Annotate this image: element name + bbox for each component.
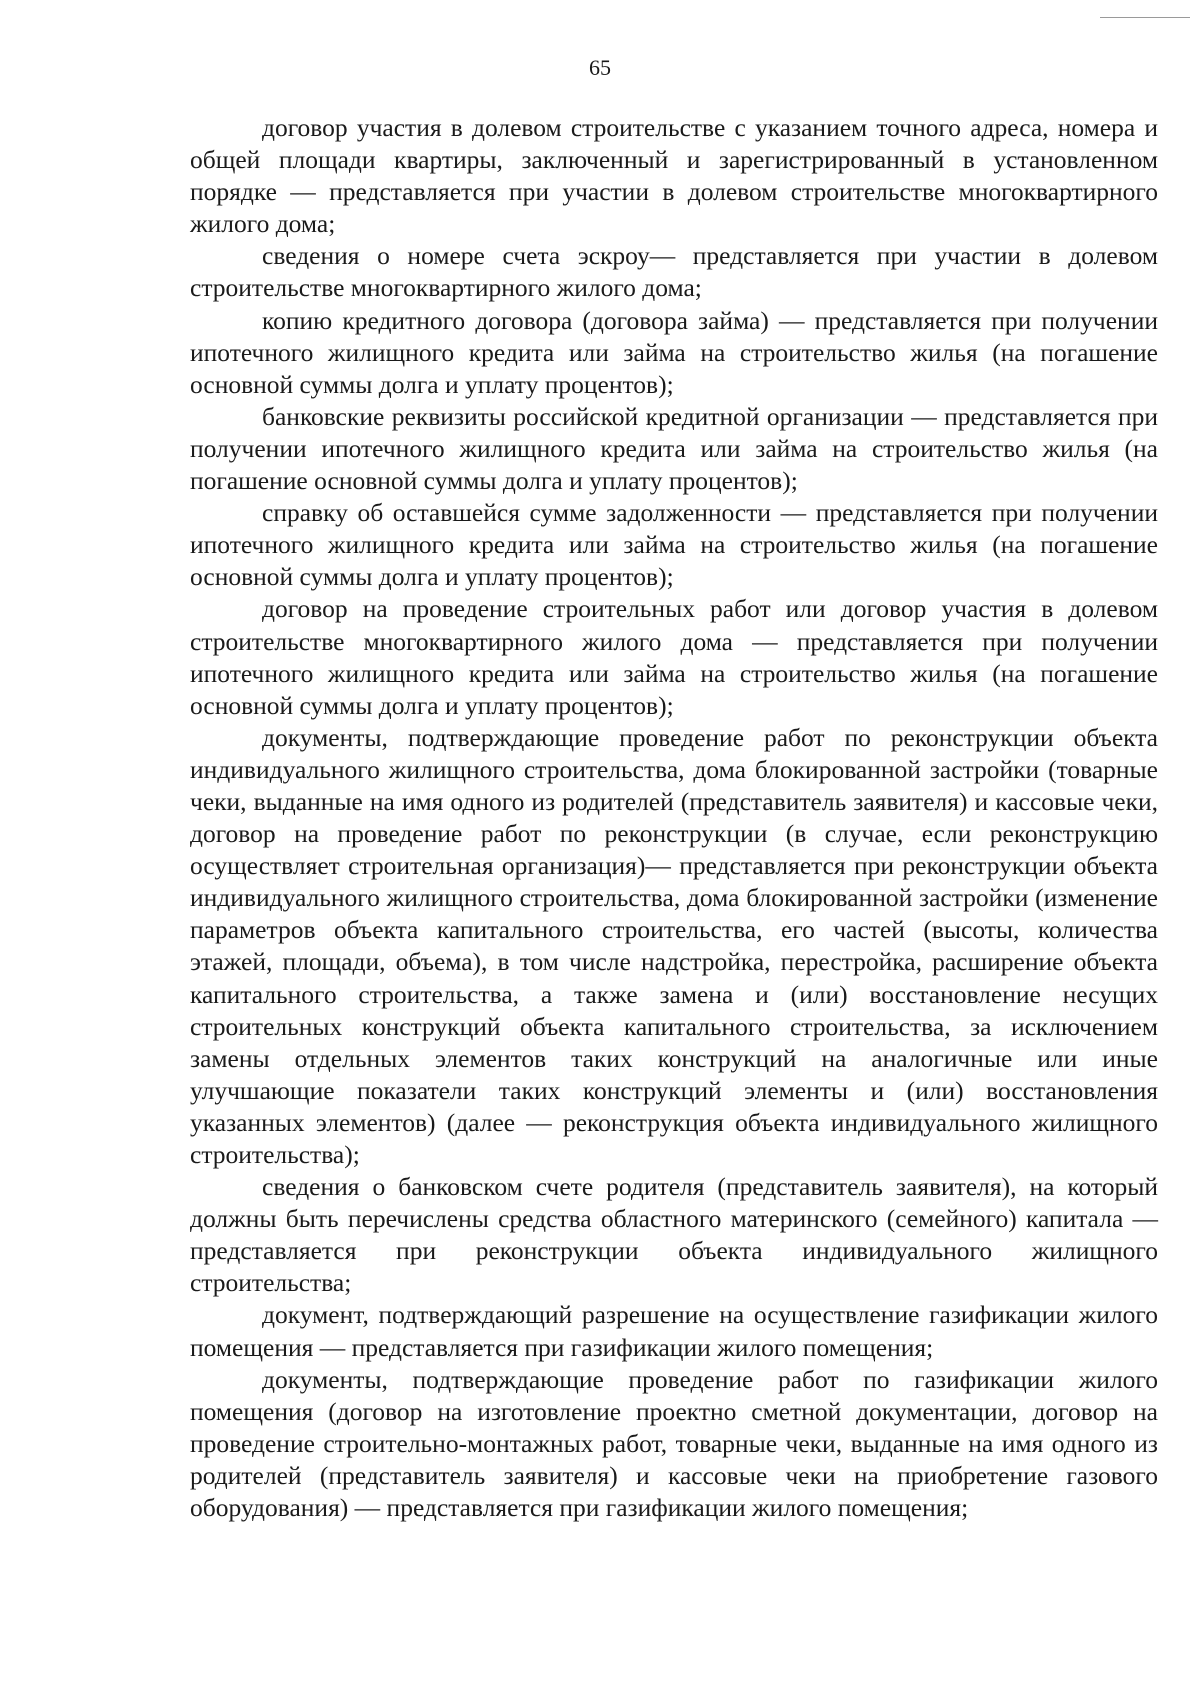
- paragraph-bank-details: банковские реквизиты российской кредитной организации — представляется при получении ипотечного жилищного кредита или займа на строительство жилья (на погашение основной суммы долга и уплату процентов);: [190, 401, 1158, 496]
- paragraph-construction-contract: договор на проведение строительных работ или договор участия в долевом строительстве многоквартирного жилого дома — представляется при получении ипотечного жилищного кредита или займа на строительство жилья (на погашение основной суммы долга и уплату процентов);: [190, 594, 1158, 720]
- document-body: [190, 112, 1158, 1524]
- paragraph-reconstruction-documents: документы, подтверждающие проведение работ по реконструкции объекта индивидуального жилищного строительства, дома блокированной застройки (товарные чеки, выданные на имя одного из родителей (представитель заявителя) и кассовые чеки, договор на проведение работ по реконструкции (в случае, если реконструкцию осуществляет строительная организация)— представляется при реконструкции объекта индивидуального жилищного строительства, дома блокированной застройки (изменение параметров объекта капитального строительства, его частей (высоты, количества этажей, площади, объема), в том числе надстройка, перестройка, расширение объекта капитального строительства, а также замена и (или) восстановление несущих строительных конструкций объекта капитального строительства, за исключением замены отдельных элементов таких конструкций на аналогичные или иные улучшающие показатели таких конструкций элементы и (или) восстановления указанных элементов) (далее — реконструкция объекта индивидуального жилищного строительства);: [190, 722, 1158, 1169]
- corner-scan-line: [1100, 17, 1190, 18]
- paragraph-escrow-account: сведения о номере счета эскроу— представляется при участии в долевом строительстве многоквартирного жилого дома;: [190, 241, 1158, 303]
- page-number: 65: [589, 55, 611, 80]
- paragraph-credit-contract: копию кредитного договора (договора займа) — представляется при получении ипотечного жилищного кредита или займа на строительство жилья (на погашение основной суммы долга и уплату процентов);: [190, 305, 1158, 399]
- paragraph-escrow-contract: договор участия в долевом строительстве с указанием точного адреса, номера и общей площади квартиры, заключенный и зарегистрированный в установленном порядке — представляется при участии в долевом строительстве многоквартирного жилого дома;: [190, 113, 1158, 239]
- paragraph-gasification-documents: документы, подтверждающие проведение работ по газификации жилого помещения (договор на изготовление проектно сметной документации, договор на проведение строительно-монтажных работ, товарные чеки, выданные на имя одного из родителей (представитель заявителя) и кассовые чеки на приобретение газового оборудования) — представляется при газификации жилого помещения;: [190, 1364, 1158, 1523]
- paragraph-gasification-permit: документ, подтверждающий разрешение на осуществление газификации жилого помещения — представляется при газификации жилого помещения;: [190, 1300, 1158, 1362]
- paragraph-debt-statement: справку об оставшейся сумме задолженности — представляется при получении ипотечного жилищного кредита или займа на строительство жилья (на погашение основной суммы долга и уплату процентов);: [190, 498, 1158, 592]
- paragraph-bank-account-info: сведения о банковском счете родителя (представитель заявителя), на который должны быть перечислены средства областного материнского (семейного) капитала — представляется при реконструкции объекта индивидуального жилищного строительства;: [190, 1172, 1158, 1298]
